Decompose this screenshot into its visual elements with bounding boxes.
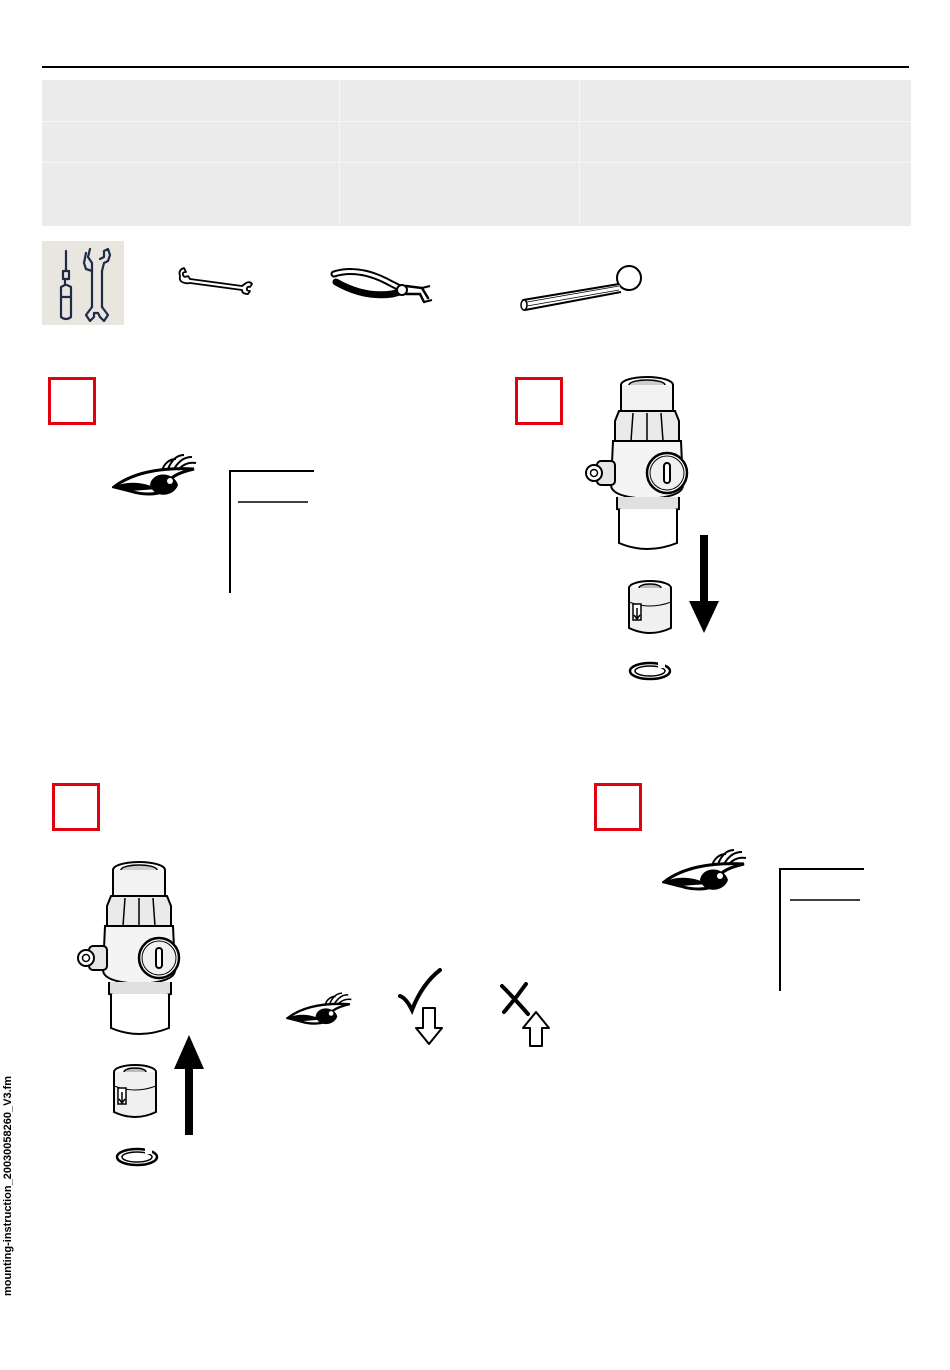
- filter-cartridge: [110, 1064, 160, 1122]
- table-col-divider: [339, 80, 340, 226]
- eye-icon: [112, 451, 202, 506]
- check-icon: [396, 968, 446, 1048]
- retaining-ring: [115, 1146, 159, 1168]
- table-row-divider: [42, 162, 911, 163]
- inspection-panel: [778, 867, 878, 992]
- header-rule: [42, 66, 909, 68]
- filter-cartridge: [625, 580, 675, 638]
- table-row-divider: [42, 121, 911, 122]
- table-col-divider: [579, 80, 580, 226]
- tools-panel: [42, 241, 124, 325]
- open-end-wrench-icon: [176, 266, 256, 296]
- screwdriver-and-wrench-icon: [42, 241, 124, 325]
- valve-body: [583, 375, 713, 555]
- inspection-panel: [228, 469, 328, 594]
- circlip-pliers-icon: [330, 264, 440, 310]
- step-marker-3: [52, 783, 100, 831]
- step-marker-4: [594, 783, 642, 831]
- info-table: [42, 80, 911, 226]
- arrow-up-icon: [174, 1035, 204, 1135]
- cross-icon: [498, 968, 548, 1048]
- eye-icon: [286, 990, 356, 1033]
- eye-icon: [662, 846, 752, 901]
- footer-filename: mounting-instruction_20030058260_V3.fm: [2, 1075, 14, 1296]
- retaining-ring: [628, 660, 672, 682]
- valve-body: [75, 860, 205, 1040]
- ball-rod-tool-icon: [515, 264, 645, 314]
- arrow-down-icon: [689, 535, 719, 635]
- step-marker-1: [48, 377, 96, 425]
- step-marker-2: [515, 377, 563, 425]
